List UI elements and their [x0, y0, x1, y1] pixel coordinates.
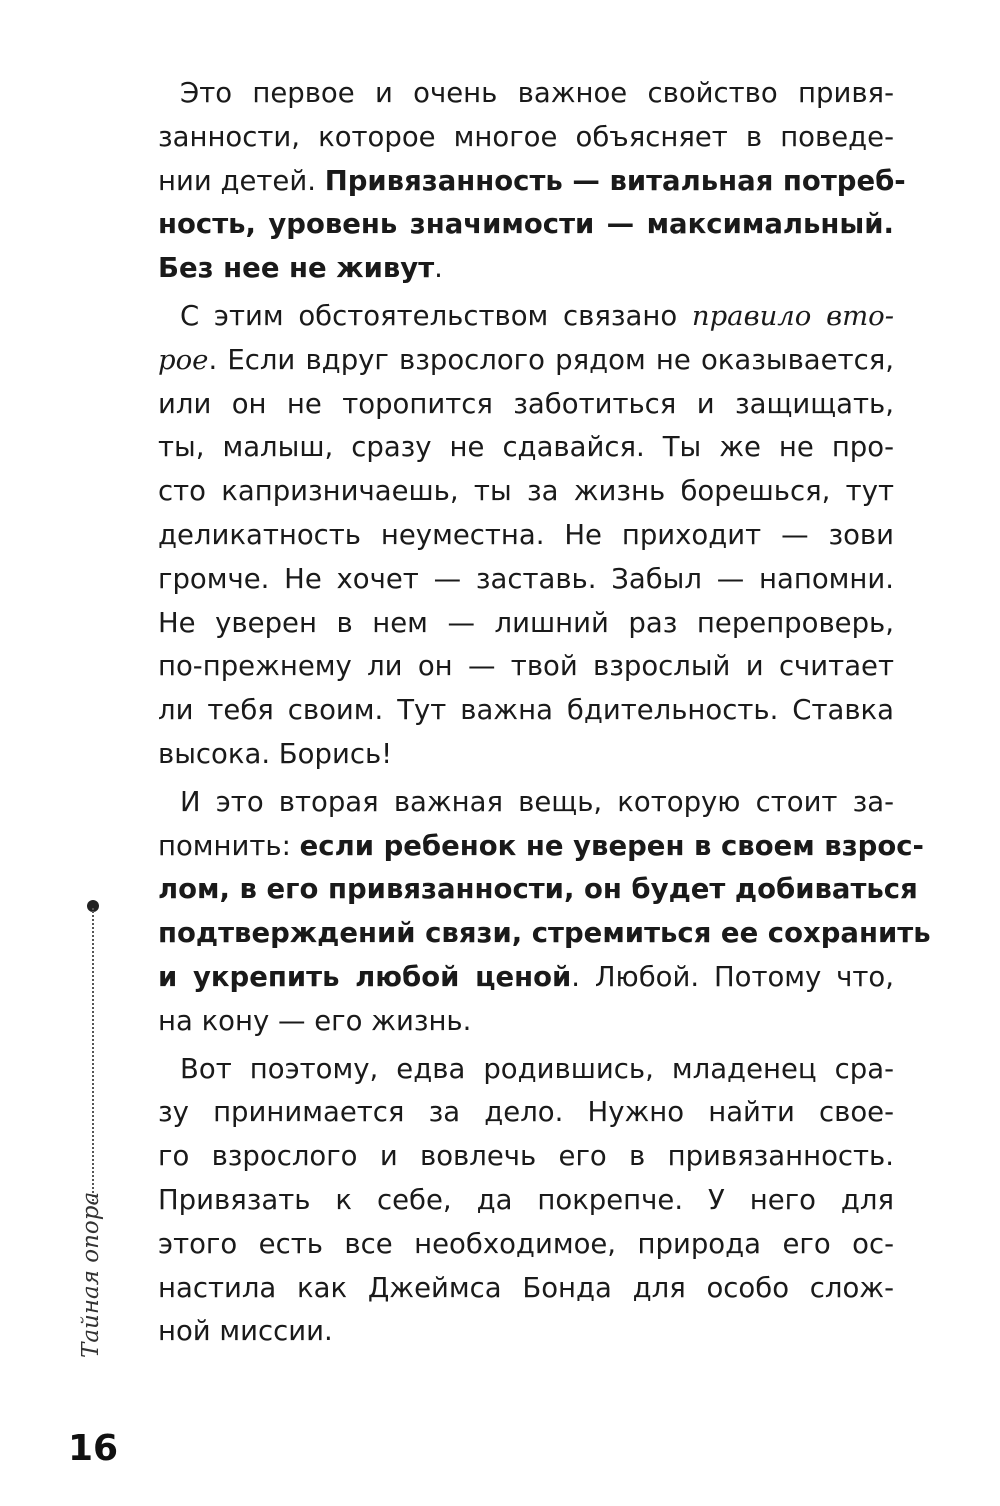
text-line: Это первое и очень важное свойство привя-	[180, 77, 894, 109]
text-line: ли тебя своим. Тут важна бдительность. Ставка	[158, 694, 894, 727]
page-number: 16	[68, 1428, 119, 1469]
emphasis-italic: рое	[158, 343, 209, 376]
text-run: С этим обстоятельством связано	[180, 299, 692, 332]
text-line	[158, 825, 924, 869]
text-line: подтверждений связи, стремиться ее сохранить	[158, 917, 931, 950]
text-line: сто капризничаешь, ты за жизнь борешься, тут	[158, 475, 894, 508]
text-run: . Любой. Потому что,	[571, 960, 894, 993]
text-line	[158, 160, 906, 204]
text-line: И это вторая важная вещь, которую стоит за-	[180, 785, 894, 818]
text-line: ты, малыш, сразу не сдавайся. Ты же не про-	[158, 431, 894, 464]
text-run: . Если вдруг взрослого рядом не оказывается,	[208, 343, 894, 376]
text-line: го взрослого и вовлечь его в привязанность.	[158, 1140, 894, 1173]
text-line: деликатность неуместна. Не приходит — зови	[158, 518, 894, 551]
text-line: или он не торопится заботиться и защищать,	[158, 387, 894, 420]
emphasis-bold: Привязанность — витальная потреб-	[324, 164, 906, 197]
emphasis-bold: Без нее не живут	[158, 252, 435, 285]
emphasis-bold: и укрепить любой ценой	[158, 960, 572, 993]
paragraph-3	[158, 781, 931, 1044]
text-run: помнить:	[158, 829, 300, 862]
text-run: .	[434, 252, 443, 285]
text-line: этого есть все необходимое, природа его ос-	[158, 1227, 894, 1260]
paragraph-1	[158, 72, 906, 291]
text-line: лом, в его привязанности, он будет добиваться	[158, 873, 918, 906]
emphasis-bold: если ребенок не уверен в своем взрос-	[299, 829, 924, 862]
text-line: ность, уровень значимости — максимальный.	[158, 208, 894, 241]
text-line: ной миссии.	[158, 1315, 333, 1348]
text-line: высока. Борись!	[158, 737, 393, 770]
text-line: Вот поэтому, едва родившись, младенец сра-	[180, 1052, 894, 1085]
running-title: Тайная опора	[78, 1191, 104, 1358]
text-line: настила как Джеймса Бонда для особо слож-	[158, 1271, 894, 1304]
text-line	[158, 339, 894, 383]
text-line: громче. Не хочет — заставь. Забыл — напомни.	[158, 562, 894, 595]
text-line: зу принимается за дело. Нужно найти свое-	[158, 1096, 894, 1129]
text-line	[158, 247, 894, 291]
text-line: на кону — его жизнь.	[158, 1004, 472, 1037]
body-text	[158, 72, 931, 1358]
text-line: Привязать к себе, да покрепче. У него для	[158, 1183, 894, 1216]
emphasis-italic: правило вто-	[691, 299, 894, 332]
text-line: по-прежнему ли он — твой взрослый и считает	[158, 650, 894, 683]
text-line: Не уверен в нем — лишний раз перепроверь,	[158, 606, 894, 639]
text-line	[158, 295, 894, 339]
text-line	[158, 956, 894, 1000]
paragraph-4	[158, 1048, 894, 1355]
text-line: занности, которое многое объясняет в поведе-	[158, 120, 894, 153]
paragraph-2	[158, 295, 894, 777]
margin-dotted-rule	[92, 908, 94, 1204]
text-run: нии детей.	[158, 164, 325, 197]
